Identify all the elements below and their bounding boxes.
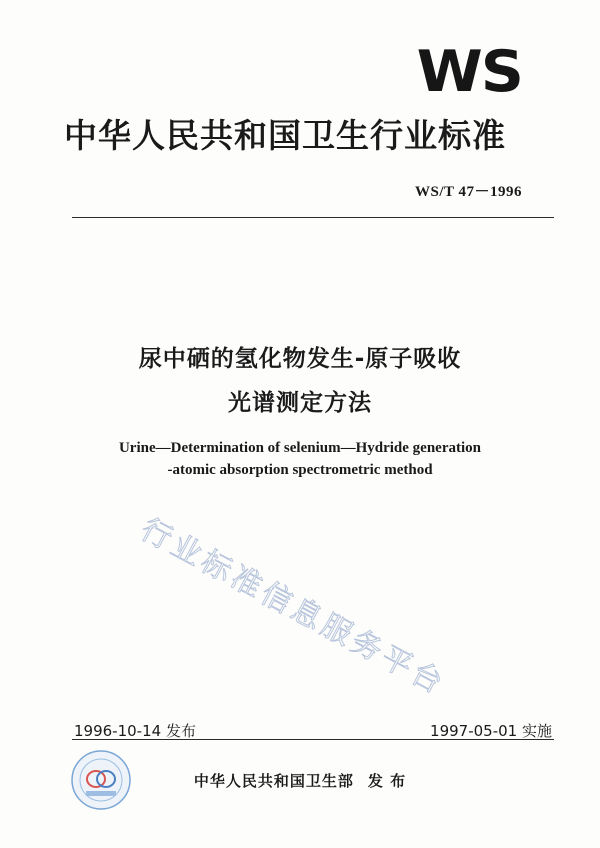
standard-category-title: 中华人民共和国卫生行业标准 <box>64 116 506 155</box>
ws-logo: WS <box>416 38 522 106</box>
issuer-line <box>0 770 600 791</box>
issuer-name: 中华人民共和国卫生部 <box>193 772 354 790</box>
title-en-line2: -atomic absorption spectrometric method <box>167 462 433 478</box>
title-zh-line2: 光谱测定方法 <box>228 390 372 416</box>
effective-date: 1997-05-01 实施 <box>430 722 552 740</box>
title-zh-line1: 尿中硒的氢化物发生-原子吸收 <box>138 346 462 372</box>
watermark: 行业标准信息服务平台 <box>134 512 452 703</box>
top-divider <box>72 217 554 218</box>
issue-date: 1996-10-14 发布 <box>74 722 196 740</box>
standard-number: WS/T 47－1996 <box>415 184 522 200</box>
title-en-line1: Urine—Determination of selenium—Hydride generation <box>118 440 482 456</box>
issuer-action: 发 布 <box>367 772 407 790</box>
bottom-divider <box>72 739 554 740</box>
